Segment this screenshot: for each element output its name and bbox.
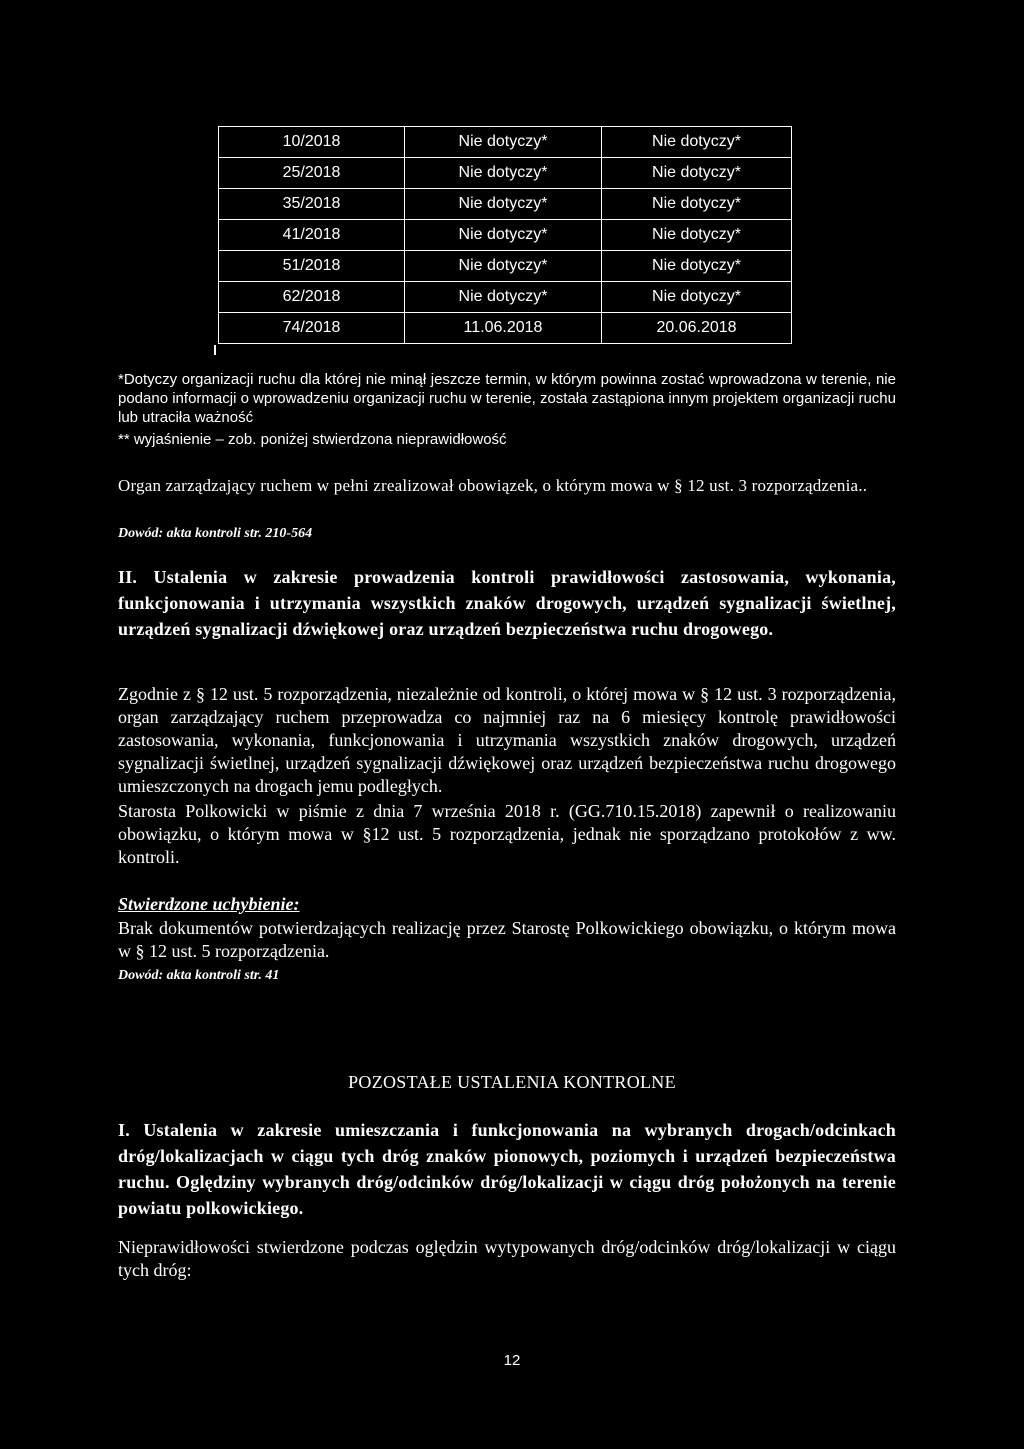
table-cell: Nie dotyczy*: [405, 282, 602, 313]
section-ii-paragraph-2: Starosta Polkowicki w piśmie z dnia 7 września 2018 r. (GG.710.15.2018) zapewnił o realizowaniu obowiązku, o którym mowa w §12 ust. 5 rozporządzenia, jednak nie sporządzano protokołów z ww. kontroli.: [118, 801, 896, 867]
table-cell: Nie dotyczy*: [602, 220, 792, 251]
table-cell: 20.06.2018: [602, 313, 792, 344]
table-row: [219, 220, 792, 251]
table-cell: Nie dotyczy*: [405, 189, 602, 220]
finding-label: Stwierdzone uchybienie:: [118, 894, 300, 914]
table-cell: 10/2018: [219, 127, 405, 158]
other-paragraph: Nieprawidłowości stwierdzone podczas oględzin wytypowanych dróg/odcinków dróg/lokalizacji w ciągu tych dróg:: [118, 1237, 896, 1280]
table-cell: Nie dotyczy*: [602, 282, 792, 313]
table-cell: 62/2018: [219, 282, 405, 313]
table-row: [219, 251, 792, 282]
section-title: POZOSTAŁE USTALENIA KONTROLNE: [348, 1072, 676, 1092]
evidence-ref: Dowód: akta kontroli str. 210-564: [118, 526, 313, 541]
decisions-table: [218, 126, 792, 344]
table-cell: 41/2018: [219, 220, 405, 251]
section-ii-heading: II. Ustalenia w zakresie prowadzenia kontroli prawidłowości zastosowania, wykonania, funkcjonowania i utrzymania wszystkich znaków drogowych, urządzeń sygnalizacji świetlnej, urządzeń sygnalizacji dźwiękowej oraz urządzeń bezpieczeństwa ruchu drogowego.: [118, 567, 896, 639]
table-cell: Nie dotyczy*: [405, 127, 602, 158]
table-cell: Nie dotyczy*: [602, 158, 792, 189]
table-cell: 35/2018: [219, 189, 405, 220]
page-number: 12: [503, 1352, 521, 1369]
table-cell: 51/2018: [219, 251, 405, 282]
other-heading: I. Ustalenia w zakresie umieszczania i funkcjonowania na wybranych drogach/odcinkach dróg/lokalizacjach w ciągu tych dróg znaków pionowych, poziomych i urządzeń bezpieczeństwa ruchu. Oględziny wybranych dróg/odcinków dróg/lokalizacji w ciągu dróg położonych na terenie powiatu polkowickiego.: [118, 1120, 896, 1218]
evidence-ref: Dowód: akta kontroli str. 41: [118, 968, 280, 983]
table-row: [219, 189, 792, 220]
table-cell: Nie dotyczy*: [405, 251, 602, 282]
table-cell: 11.06.2018: [405, 313, 602, 344]
table-cell: Nie dotyczy*: [405, 158, 602, 189]
table-cell: Nie dotyczy*: [405, 220, 602, 251]
organ-statement: Organ zarządzający ruchem w pełni zrealizował obowiązek, o którym mowa w § 12 ust. 3 rozporządzenia..: [118, 476, 868, 495]
table-cell: Nie dotyczy*: [602, 189, 792, 220]
table-row: [219, 158, 792, 189]
footnote-2: ** wyjaśnienie – zob. poniżej stwierdzona nieprawidłowość: [118, 431, 507, 448]
table-cell: Nie dotyczy*: [602, 251, 792, 282]
footnote-1: *Dotyczy organizacji ruchu dla której nie minął jeszcze termin, w którym powinna zostać wprowadzona w terenie, nie podano informacji o wprowadzeniu organizacji ruchu w terenie, została zastąpiona innym projektem organizacji ruchu lub utraciła ważność: [118, 371, 896, 426]
table-row: [219, 127, 792, 158]
finding-text: Brak dokumentów potwierdzających realizację przez Starostę Polkowickiego obowiązku, o którym mowa w § 12 ust. 5 rozporządzenia.: [118, 918, 896, 961]
table-cell: Nie dotyczy*: [602, 127, 792, 158]
section-ii-paragraph-1: Zgodnie z § 12 ust. 5 rozporządzenia, niezależnie od kontroli, o której mowa w § 12 ust. 3 rozporządzenia, organ zarządzający ruchem przeprowadza co najmniej raz na 6 miesięcy kontrolę prawidłowości zastosowania, wykonania, funkcjonowania i utrzymania wszystkich znaków drogowych, urządzeń sygnalizacji świetlnej, urządzeń sygnalizacji dźwiękowej oraz urządzeń bezpieczeństwa ruchu drogowego umieszczonych na drogach jemu podległych.: [118, 684, 896, 796]
table-row: [219, 313, 792, 344]
table-row: [219, 282, 792, 313]
table-cell: 25/2018: [219, 158, 405, 189]
table-cell: 74/2018: [219, 313, 405, 344]
scan-mark: [214, 345, 216, 355]
